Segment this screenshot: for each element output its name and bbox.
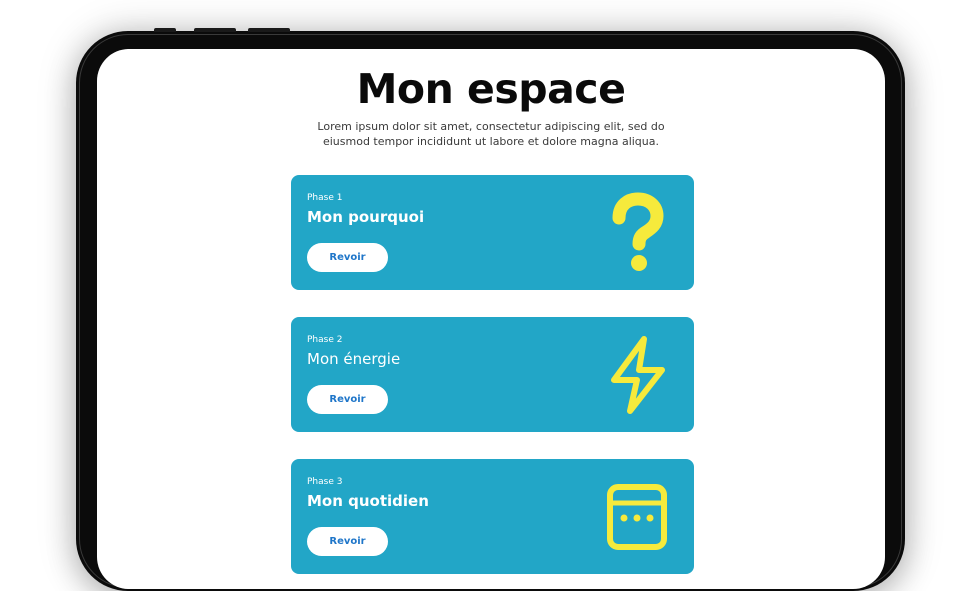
lightning-bolt-icon <box>602 333 672 417</box>
device-volume-button <box>194 28 236 32</box>
device-side-button <box>154 28 176 32</box>
page-subtitle: Lorem ipsum dolor sit amet, consectetur adipiscing elit, sed do eiusmod tempor incididunt ut labore et dolore magna aliqua. <box>317 120 665 148</box>
phase-card-3 <box>291 459 694 574</box>
tablet-device-frame <box>76 31 905 591</box>
phase-card-2 <box>291 317 694 432</box>
phase-label: Phase 2 <box>307 335 343 345</box>
phase-card-1 <box>291 175 694 290</box>
revoir-button[interactable]: Revoir <box>307 527 388 556</box>
revoir-button[interactable]: Revoir <box>307 385 388 414</box>
page-title: Mon espace <box>356 65 626 113</box>
revoir-button[interactable]: Revoir <box>307 243 388 272</box>
question-mark-icon <box>602 191 672 275</box>
card-title: Mon énergie <box>307 350 401 368</box>
card-title: Mon quotidien <box>307 492 429 510</box>
card-title: Mon pourquoi <box>307 208 425 226</box>
calendar-icon <box>602 475 672 559</box>
phase-label: Phase 3 <box>307 477 343 487</box>
device-volume-button <box>248 28 290 32</box>
phase-label: Phase 1 <box>307 193 343 203</box>
tablet-screen <box>97 49 885 589</box>
